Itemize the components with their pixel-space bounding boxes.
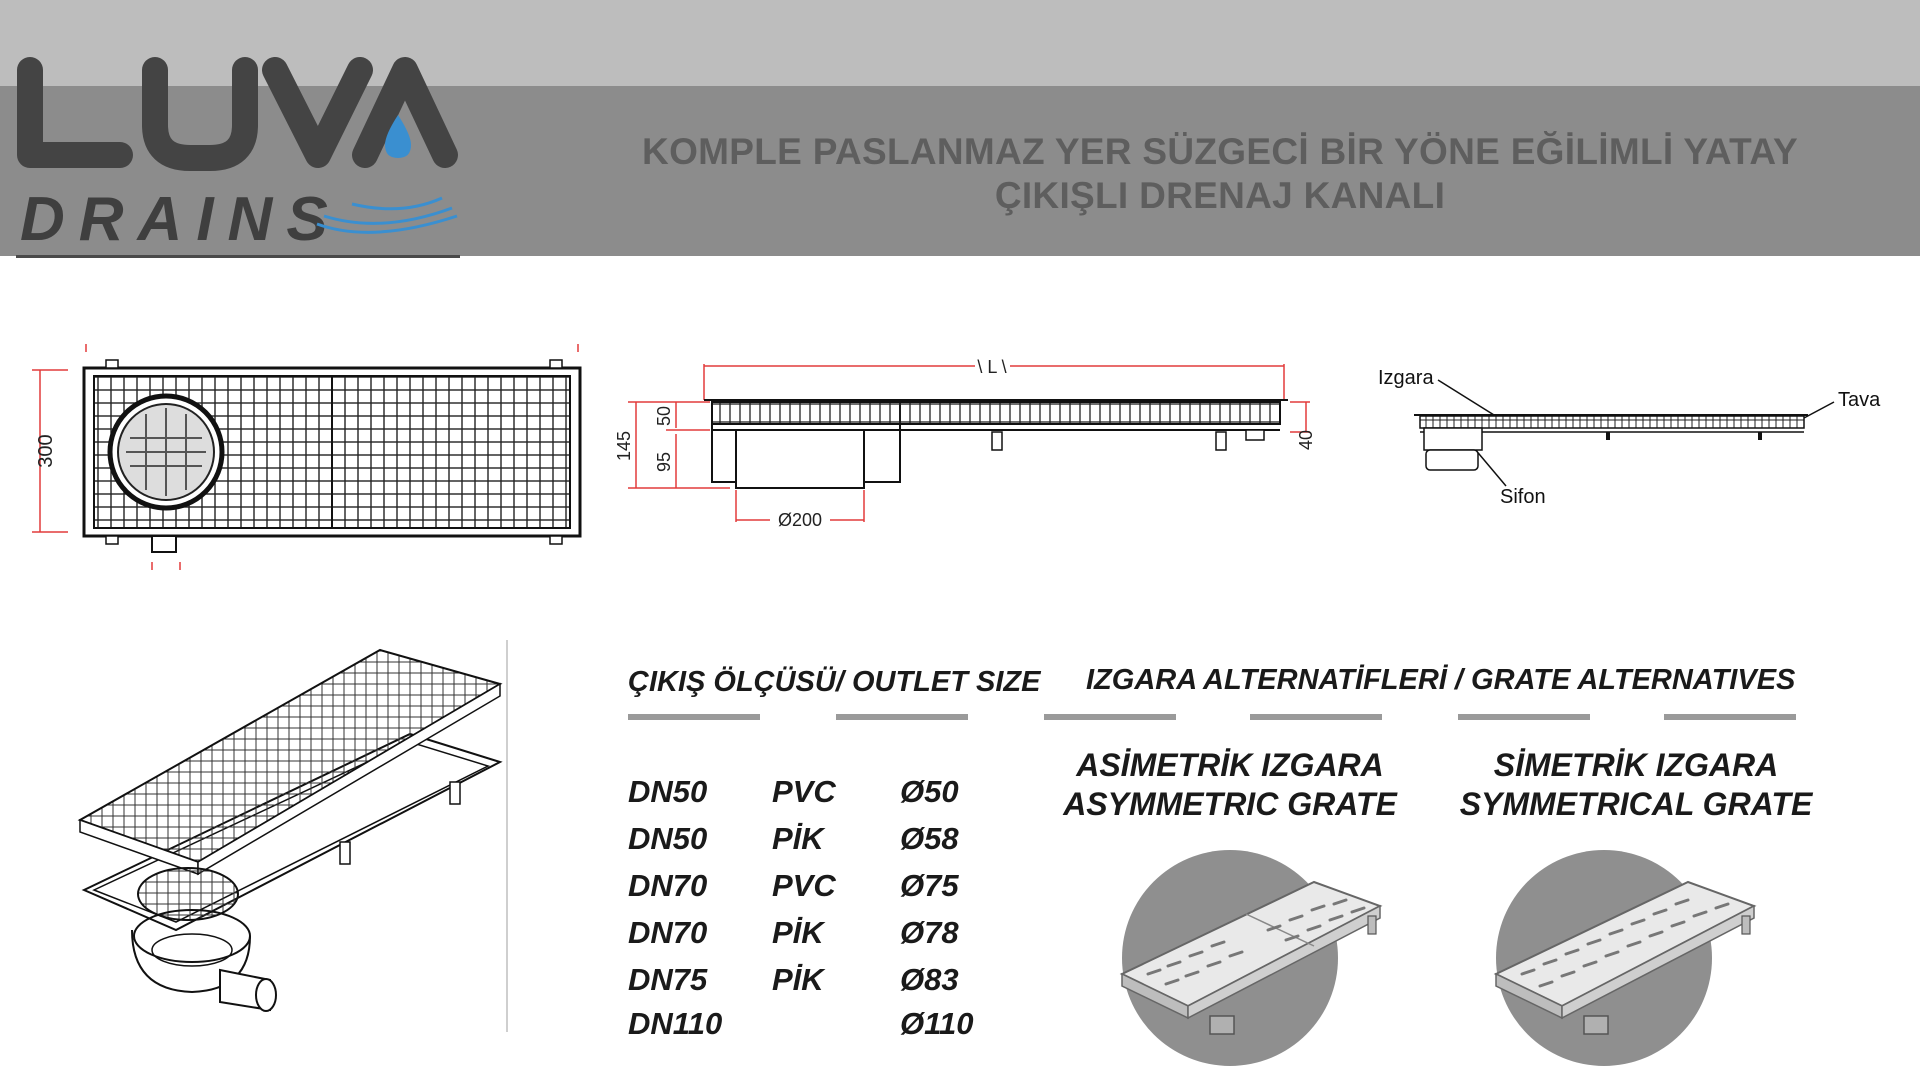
grate-heading: IZGARA ALTERNATİFLERİ / GRATE ALTERNATIVES bbox=[1086, 664, 1796, 696]
page-title-line2: ÇIKIŞLI DRENAJ KANALI bbox=[994, 175, 1446, 216]
outlet-diameter: Ø58 bbox=[900, 821, 959, 856]
logo-waves-icon bbox=[312, 186, 462, 251]
symmetric-grate-title bbox=[1444, 746, 1828, 824]
outlet-material: PVC bbox=[772, 868, 836, 903]
dim-diameter-label: Ø200 bbox=[777, 510, 823, 530]
outlet-dn: DN75 bbox=[628, 962, 708, 997]
dim-40-label: 40 bbox=[1296, 429, 1316, 451]
page-title-line1: KOMPLE PASLANMAZ YER SÜZGECİ BİR YÖNE EĞİLİMLİ YATAY bbox=[642, 131, 1798, 172]
labeled-view-drawing bbox=[1370, 360, 1910, 525]
isometric-drawing bbox=[80, 640, 500, 1055]
vertical-divider bbox=[506, 640, 508, 1032]
label-pan: Tava bbox=[1838, 389, 1881, 411]
side-view-drawing bbox=[614, 350, 1340, 545]
logo-drains: DRAINS bbox=[20, 185, 342, 254]
label-trap: Sifon bbox=[1500, 486, 1546, 508]
asymmetric-grate-line1: ASİMETRİK IZGARA bbox=[1076, 747, 1384, 783]
dim-length-label: \ L \ bbox=[977, 357, 1007, 377]
symmetric-grate-line2: SYMMETRICAL GRATE bbox=[1459, 786, 1813, 822]
grate-rule-2 bbox=[1250, 714, 1382, 720]
outlet-dn: DN70 bbox=[628, 915, 708, 950]
logo-underline bbox=[16, 255, 460, 258]
asymmetric-grate-line2: ASYMMETRIC GRATE bbox=[1063, 786, 1397, 822]
outlet-material: PİK bbox=[772, 821, 824, 856]
outlet-diameter: Ø110 bbox=[900, 1006, 974, 1041]
label-grate: Izgara bbox=[1378, 367, 1434, 389]
outlet-diameter: Ø83 bbox=[900, 962, 959, 997]
grate-rule-3 bbox=[1458, 714, 1590, 720]
asymmetric-grate-image bbox=[1118, 846, 1388, 1077]
outlet-diameter: Ø50 bbox=[900, 774, 959, 809]
dim-height-label: 300 bbox=[35, 434, 57, 468]
asymmetric-grate-title bbox=[1040, 746, 1420, 824]
outlet-dn: DN110 bbox=[628, 1006, 723, 1041]
outlet-dn: DN50 bbox=[628, 774, 708, 809]
outlet-dn: DN50 bbox=[628, 821, 708, 856]
page-title bbox=[560, 130, 1880, 218]
top-view-drawing bbox=[20, 338, 590, 583]
dim-50-label: 50 bbox=[654, 405, 674, 427]
outlet-material: PVC bbox=[772, 774, 836, 809]
logo-luva bbox=[0, 40, 460, 195]
grate-rule-1 bbox=[1044, 714, 1176, 720]
outlet-diameter: Ø75 bbox=[900, 868, 959, 903]
symmetric-grate-line1: SİMETRİK IZGARA bbox=[1493, 747, 1779, 783]
outlet-heading: ÇIKIŞ ÖLÇÜSÜ/ OUTLET SIZE bbox=[628, 666, 1041, 698]
dim-95-label: 95 bbox=[654, 451, 674, 473]
grate-rule-4 bbox=[1664, 714, 1796, 720]
outlet-material: PİK bbox=[772, 915, 824, 950]
symmetric-grate-image bbox=[1492, 846, 1762, 1077]
dim-145-label: 145 bbox=[614, 430, 634, 462]
outlet-material: PİK bbox=[772, 962, 824, 997]
outlet-rule-1 bbox=[628, 714, 760, 720]
outlet-rule-2 bbox=[836, 714, 968, 720]
outlet-diameter: Ø78 bbox=[900, 915, 959, 950]
outlet-dn: DN70 bbox=[628, 868, 708, 903]
